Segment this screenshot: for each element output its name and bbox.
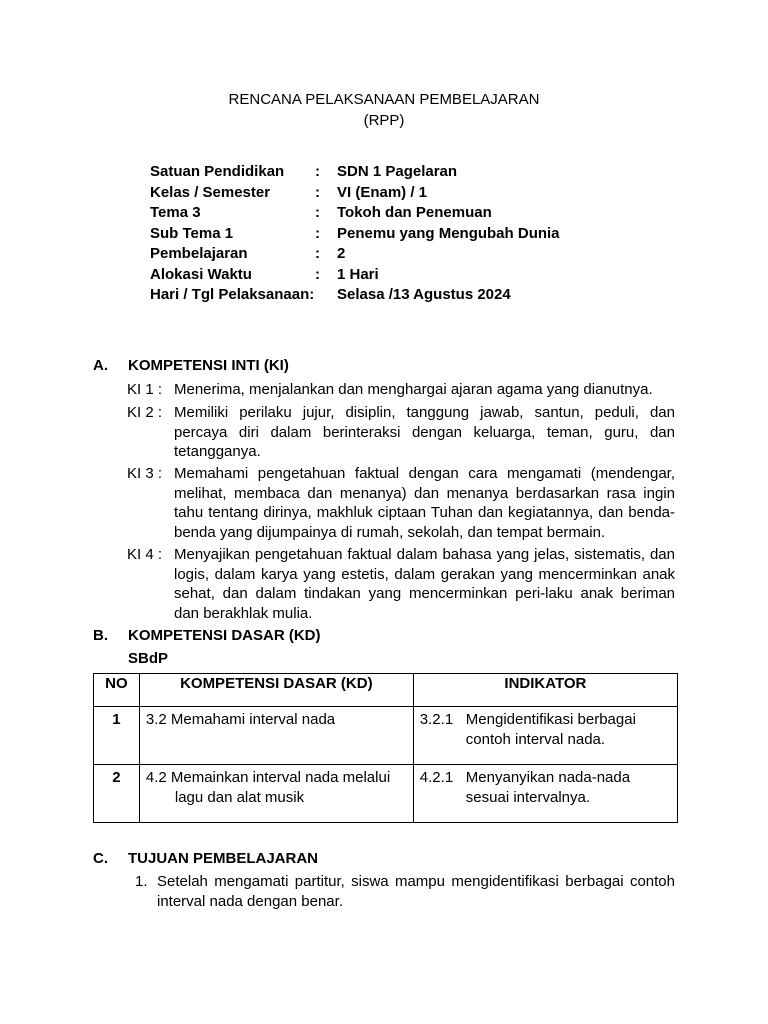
indikator-text-cont: sesuai intervalnya. (465, 788, 591, 806)
cell-kd (139, 765, 413, 823)
cell-no (94, 707, 140, 765)
identity-value: Selasa /13 Agustus 2024 (337, 286, 511, 303)
identity-value: 1 Hari (337, 265, 379, 283)
ki-item (127, 380, 675, 400)
ki-item (127, 403, 675, 462)
identity-colon: : (315, 183, 320, 201)
ki-code: KI 2 : (127, 404, 163, 421)
section-title: KOMPETENSI DASAR (KD) (128, 627, 321, 644)
indikator-code: 4.2.1 (419, 769, 454, 786)
identity-colon: : (315, 245, 320, 262)
kd-text-cont: lagu dan alat musik (174, 788, 305, 806)
identity-value: Penemu yang Mengubah Dunia (337, 224, 560, 242)
ki-item (127, 545, 675, 623)
identity-label: Tema 3 (150, 204, 201, 221)
header-kd: KOMPETENSI DASAR (KD) (139, 674, 413, 707)
identity-block (150, 162, 560, 306)
kd-text: 4.2 Memainkan interval nada melalui (145, 769, 391, 786)
kd-text: 3.2 Memahami interval nada (145, 711, 336, 728)
header-no: NO (94, 674, 140, 707)
identity-row (150, 224, 560, 245)
tujuan-text: Setelah mengamati partitur, siswa mampu mengidentifikasi berbagai contoh interval nada dengan benar. (157, 873, 675, 910)
ki-text: Memahami pengetahuan faktual dengan cara mengamati (mendengar, melihat, membaca dan menanya) dan menanya berdasarkan rasa ingin tahu tentang dirinya, makhluk ciptaan Tuhan dan kegiatannya, dan benda-benda yang dijumpainya di rumah, sekolah, dan tempat bermain. (174, 465, 675, 541)
kd-table (93, 673, 678, 823)
indikator-code: 3.2.1 (419, 711, 454, 728)
ki-text: Menyajikan pengetahuan faktual dalam bahasa yang jelas, sistematis, dan logis, dalam karya yang estetis, dalam gerakan yang mencerminkan anak sehat, dan dalam tindakan yang mencerminkan peri-laku anak beriman dan berakhlak mulia. (174, 546, 675, 622)
table-row (94, 707, 678, 765)
cell-no (94, 765, 140, 823)
section-letter: A. (93, 357, 108, 374)
row-number: 2 (112, 769, 121, 786)
tujuan-number: 1. (135, 873, 148, 890)
header-indikator: INDIKATOR (413, 674, 677, 707)
identity-row (150, 285, 560, 306)
cell-indikator (413, 707, 677, 765)
row-number: 1 (112, 711, 121, 728)
identity-row (150, 162, 560, 183)
identity-row (150, 203, 560, 224)
identity-row (150, 265, 560, 286)
ki-text: Memiliki perilaku jujur, disiplin, tanggung jawab, santun, peduli, dan percaya diri dalam berinteraksi dengan keluarga, teman, guru, dan tetangganya. (174, 404, 675, 460)
ki-text: Menerima, menjalankan dan menghargai ajaran agama yang dianutnya. (174, 381, 653, 398)
section-title: KOMPETENSI INTI (KI) (128, 357, 289, 374)
identity-colon: : (315, 224, 320, 242)
identity-row (150, 244, 560, 265)
section-letter: C. (93, 850, 108, 867)
indikator-text: Menyanyikan nada-nada (465, 769, 631, 786)
ki-item (127, 464, 675, 542)
identity-value: 2 (337, 245, 346, 262)
cell-indikator (413, 765, 677, 823)
identity-label: Alokasi Waktu (150, 265, 252, 283)
table-header-row (94, 674, 678, 707)
identity-colon: : (315, 163, 320, 180)
document-subtitle: (RPP) (363, 112, 405, 129)
ki-code: KI 1 : (127, 381, 163, 398)
identity-label: Hari / Tgl Pelaksanaan: (150, 286, 315, 303)
identity-label: Pembelajaran (150, 245, 248, 262)
tujuan-item (135, 872, 675, 911)
indikator-text: Mengidentifikasi berbagai (465, 711, 636, 728)
ki-code: KI 3 : (127, 465, 163, 482)
identity-row (150, 183, 560, 204)
section-letter: B. (93, 627, 108, 644)
cell-kd (139, 707, 413, 765)
ki-code: KI 4 : (127, 546, 163, 563)
indikator-line (414, 765, 677, 788)
identity-value: Tokoh dan Penemuan (337, 204, 492, 221)
indikator-line (414, 707, 677, 730)
subject-label: SBdP (128, 650, 169, 667)
identity-label: Satuan Pendidikan (150, 163, 285, 180)
indikator-text-cont: contoh interval nada. (465, 730, 606, 748)
section-title: TUJUAN PEMBELAJARAN (128, 850, 319, 867)
document-title: RENCANA PELAKSANAAN PEMBELAJARAN (228, 91, 540, 108)
identity-label: Kelas / Semester (150, 183, 271, 201)
identity-value: SDN 1 Pagelaran (337, 163, 458, 180)
identity-colon: : (315, 204, 320, 221)
table-row (94, 765, 678, 823)
identity-colon: : (315, 265, 320, 283)
identity-value: VI (Enam) / 1 (337, 183, 428, 201)
identity-label: Sub Tema 1 (150, 224, 234, 242)
